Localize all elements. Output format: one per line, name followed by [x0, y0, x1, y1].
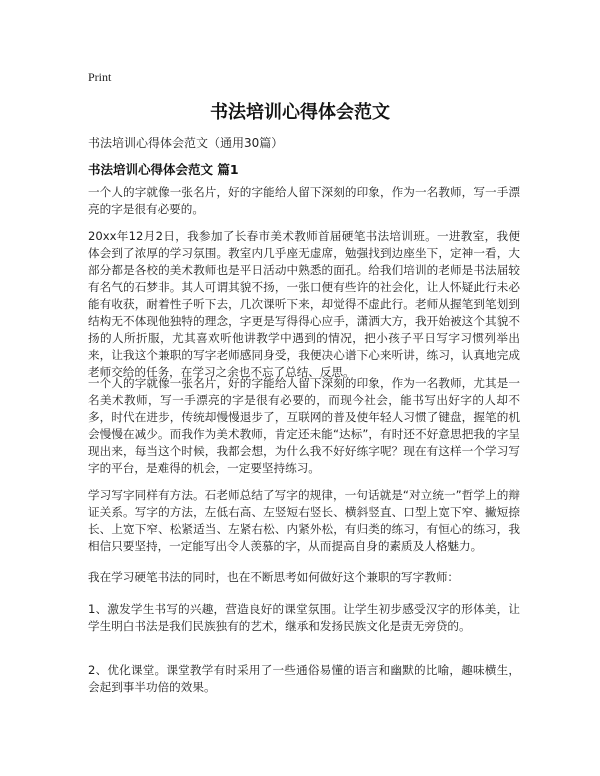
section-heading: 书法培训心得体会范文 篇1	[88, 162, 239, 177]
print-link[interactable]: Print	[88, 70, 112, 84]
paragraph: 学习写字同样有方法。石老师总结了写字的规律，一句话就是“对立统一”哲学上的辩证关系。写字的方法，左低右高、左竖短右竖长、横斜竖直、口型上宽下窄、撇短捺长、上宽下窄、松紧适当、左紧右松、内紧外松，有归类的练习，有恒心的练习，我相信只要坚持，一定能写出令人羡慕的字，从而提高自身的素质及人格魅力。	[88, 488, 520, 553]
page-title: 书法培训心得体会范文	[210, 102, 390, 123]
paragraph: 20xx年12月2日，我参加了长春市美术教师首届硬笔书法培训班。一进教室，我便体会到了浓厚的学习氛围。教室内几乎座无虚席，勉强找到边座坐下，定神一看，大部分都是各校的美术教师也是平日活动中熟悉的面孔。给我们培训的老师是书法届较有名气的石梦非。其人可谓其貌不扬，一张口便有些许的社会化，让人怀疑此行未必能有收获，耐着性子听下去，几次课听下来，却觉得不虚此行。老师从握笔到笔划到结构无不体现他独特的理念，字更是写得得心应手，潇洒大方，我开始被这个其貌不扬的人所折服，尤其喜欢听他讲教学中遇到的情况，把小孩子平日写字习惯列举出来，让我这个兼职的写字老师感同身受，我便决心谱下心来听讲，练习，认真地完成老师交给的任务，在学习之余也不忘了总结、反思。	[88, 229, 520, 379]
paragraph: 一个人的字就像一张名片，好的字能给人留下深刻的印象，作为一名教师，写一手漂亮的字是很有必要的。	[88, 185, 520, 216]
document-subtitle: 书法培训心得体会范文（通用30篇）	[88, 136, 284, 150]
list-item: 1、激发学生书写的兴趣，营造良好的课堂氛围。让学生初步感受汉字的形体美，让学生明白书法是我们民族独有的艺术，继承和发扬民族文化是责无旁贷的。	[88, 602, 520, 633]
list-item: 2、优化课堂。课堂教学有时采用了一些通俗易懂的语言和幽默的比喻，趣味横生，会起到事半功倍的效果。	[88, 663, 520, 694]
paragraph: 一个人的字就像一张名片，好的字能给人留下深刻的印象，作为一名教师，尤其是一名美术教师，写一手漂亮的字是很有必要的，而现今社会，能书写出好字的人却不多，时代在进步，传统却慢慢退步了，互联网的普及使年轻人习惯了键盘，握笔的机会慢慢在减少。而我作为美术教师，肯定还未能“达标”，有时还不好意思把我的字呈现出来，每当这个时候，我都会想，为什么我不好好练字呢？现在有这样一个学习写字的平台，是难得的机会，一定要坚持练习。	[88, 376, 520, 475]
paragraph: 我在学习硬笔书法的同时，也在不断思考如何做好这个兼职的写字教师：	[88, 570, 460, 584]
